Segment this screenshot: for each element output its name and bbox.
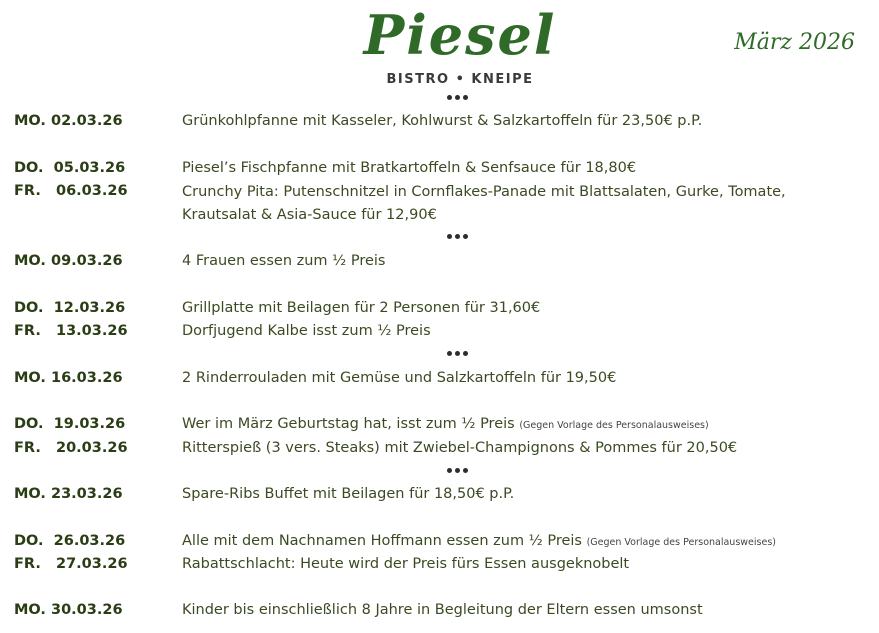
logo (330, 4, 590, 87)
entry-text: Grünkohlpfanne mit Kasseler, Kohlwurst & Salzkartoffeln für 23,50€ p.P. (182, 113, 703, 129)
entry-date: FR. 13.03.26 (14, 323, 128, 339)
entry-text: Dorfjugend Kalbe isst zum ½ Preis (182, 323, 431, 339)
entry-note: (Gegen Vorlage des Personalausweises) (586, 537, 776, 548)
entry-date: MO. 16.03.26 (14, 370, 123, 386)
entry-date: MO. 23.03.26 (14, 486, 123, 502)
entry-text: Spare-Ribs Buffet mit Beilagen für 18,50€ p.P. (182, 486, 515, 502)
entry-text: Wer im März Geburtstag hat, isst zum ½ Preis (Gegen Vorlage des Personalausweises) (182, 416, 709, 432)
entry-text: Ritterspieß (3 vers. Steaks) mit Zwiebel-Champignons & Pommes für 20,50€ (182, 440, 738, 456)
entry-date: DO. 19.03.26 (14, 416, 126, 432)
entry-date: FR. 06.03.26 (14, 183, 128, 199)
month-title: März 2026 (734, 30, 855, 55)
entry-date: DO. 12.03.26 (14, 300, 126, 316)
entry-text: 2 Rinderrouladen mit Gemüse und Salzkartoffeln für 19,50€ (182, 370, 617, 386)
separator-dots (447, 95, 468, 100)
entry-text: Grillplatte mit Beilagen für 2 Personen für 31,60€ (182, 300, 541, 316)
logo-wordmark: Piesel (363, 3, 557, 67)
entry-note: (Gegen Vorlage des Personalausweises) (519, 420, 709, 431)
entry-date: MO. 02.03.26 (14, 113, 123, 129)
entry-date: DO. 26.03.26 (14, 533, 126, 549)
separator-dots (447, 234, 468, 239)
entry-text: Alle mit dem Nachnamen Hoffmann essen zum ½ Preis (Gegen Vorlage des Personalausweises) (182, 533, 776, 549)
separator-dots (447, 351, 468, 356)
separator-dots (447, 468, 468, 473)
entry-date: FR. 20.03.26 (14, 440, 128, 456)
logo-subtitle: BISTRO • KNEIPE (386, 72, 534, 87)
entry-text: Kinder bis einschließlich 8 Jahre in Begleitung der Eltern essen umsonst (182, 602, 703, 618)
entry-date: MO. 09.03.26 (14, 253, 123, 269)
entry-date: DO. 05.03.26 (14, 160, 126, 176)
entry-text: Rabattschlacht: Heute wird der Preis fürs Essen ausgeknobelt (182, 556, 630, 572)
entry-text: Piesel’s Fischpfanne mit Bratkartoffeln & Senfsauce für 18,80€ (182, 160, 637, 176)
entry-text: Crunchy Pita: Putenschnitzel in Cornflakes-Panade mit Blattsalaten, Gurke, Tomate, Krautsalat & Asia-Sauce für 12,90€ (182, 184, 786, 223)
entry-date: FR. 27.03.26 (14, 556, 128, 572)
entry-date: MO. 30.03.26 (14, 602, 123, 618)
entry-text: 4 Frauen essen zum ½ Preis (182, 253, 386, 269)
